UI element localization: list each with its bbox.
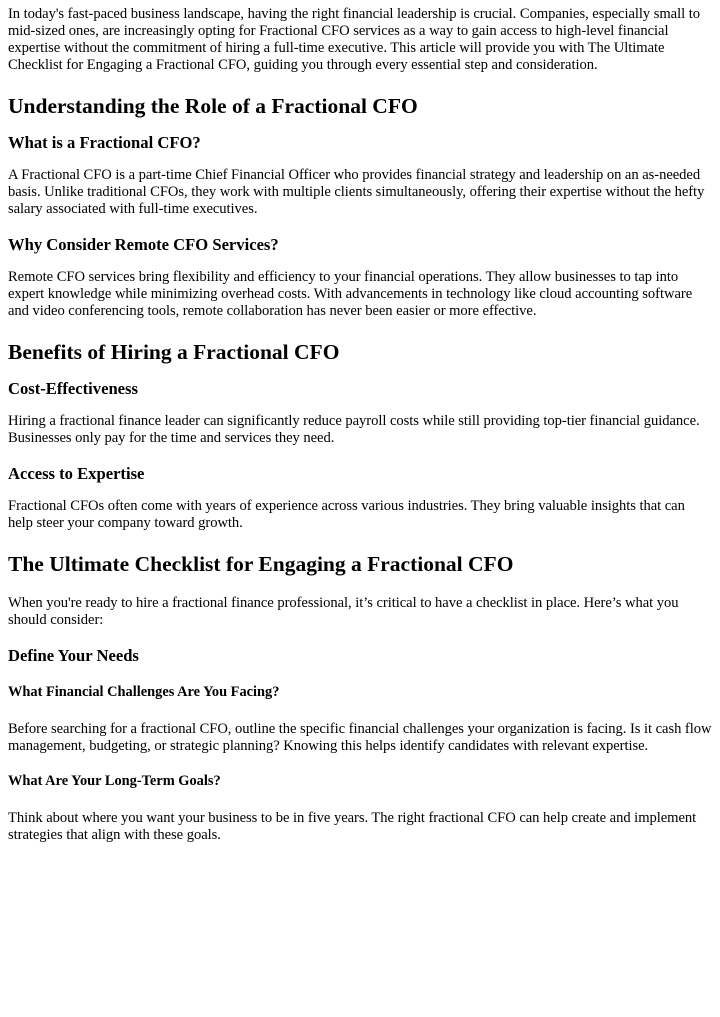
paragraph-checklist-intro: When you're ready to hire a fractional finance professional, it’s critical to have a checklist in place. Here’s what you should consider: bbox=[8, 595, 679, 628]
section-heading-role: Understanding the Role of a Fractional CFO bbox=[8, 94, 418, 118]
paragraph-cost: Hiring a fractional finance leader can significantly reduce payroll costs while still providing top-tier financial guidance. Businesses only pay for the time and services they need. bbox=[8, 413, 700, 446]
paragraph-challenges: Before searching for a fractional CFO, outline the specific financial challenges your organization is facing. Is it cash flow management, budgeting, or strategic planning? Knowing this helps identify candidates with relevant expertise. bbox=[8, 721, 712, 754]
minor-heading-goals: What Are Your Long-Term Goals? bbox=[8, 773, 221, 789]
subheading-cost: Cost-Effectiveness bbox=[8, 379, 138, 398]
subheading-remote-cfo: Why Consider Remote CFO Services? bbox=[8, 235, 279, 254]
subheading-expertise: Access to Expertise bbox=[8, 464, 145, 483]
subheading-what-is: What is a Fractional CFO? bbox=[8, 133, 201, 152]
paragraph-expertise: Fractional CFOs often come with years of experience across various industries. They bring valuable insights that can help steer your company toward growth. bbox=[8, 498, 685, 531]
minor-heading-challenges: What Financial Challenges Are You Facing? bbox=[8, 684, 280, 700]
section-heading-checklist: The Ultimate Checklist for Engaging a Fractional CFO bbox=[8, 552, 514, 576]
section-heading-benefits: Benefits of Hiring a Fractional CFO bbox=[8, 340, 340, 364]
subheading-define-needs: Define Your Needs bbox=[8, 646, 139, 665]
paragraph-goals: Think about where you want your business to be in five years. The right fractional CFO can help create and implement strategies that align with these goals. bbox=[8, 810, 697, 843]
paragraph-what-is: A Fractional CFO is a part-time Chief Financial Officer who provides financial strategy and leadership on an as-needed basis. Unlike traditional CFOs, they work with multiple clients simultaneously, offering their expertise without the hefty salary associated with full-time executives. bbox=[8, 167, 705, 217]
paragraph-remote-cfo: Remote CFO services bring flexibility and efficiency to your financial operations. They allow businesses to tap into expert knowledge while minimizing overhead costs. With advancements in technology like cloud accounting software and video conferencing tools, remote collaboration has never been easier or more effective. bbox=[8, 269, 693, 319]
intro-paragraph: In today's fast-paced business landscape, having the right financial leadership is crucial. Companies, especially small to mid-sized ones, are increasingly opting for Fractional CFO services as a way to gain access to high-level financial expertise without the commitment of hiring a full-time executive. This article will provide you with The Ultimate Checklist for Engaging a Fractional CFO, guiding you through every essential step and consideration. bbox=[8, 6, 700, 73]
